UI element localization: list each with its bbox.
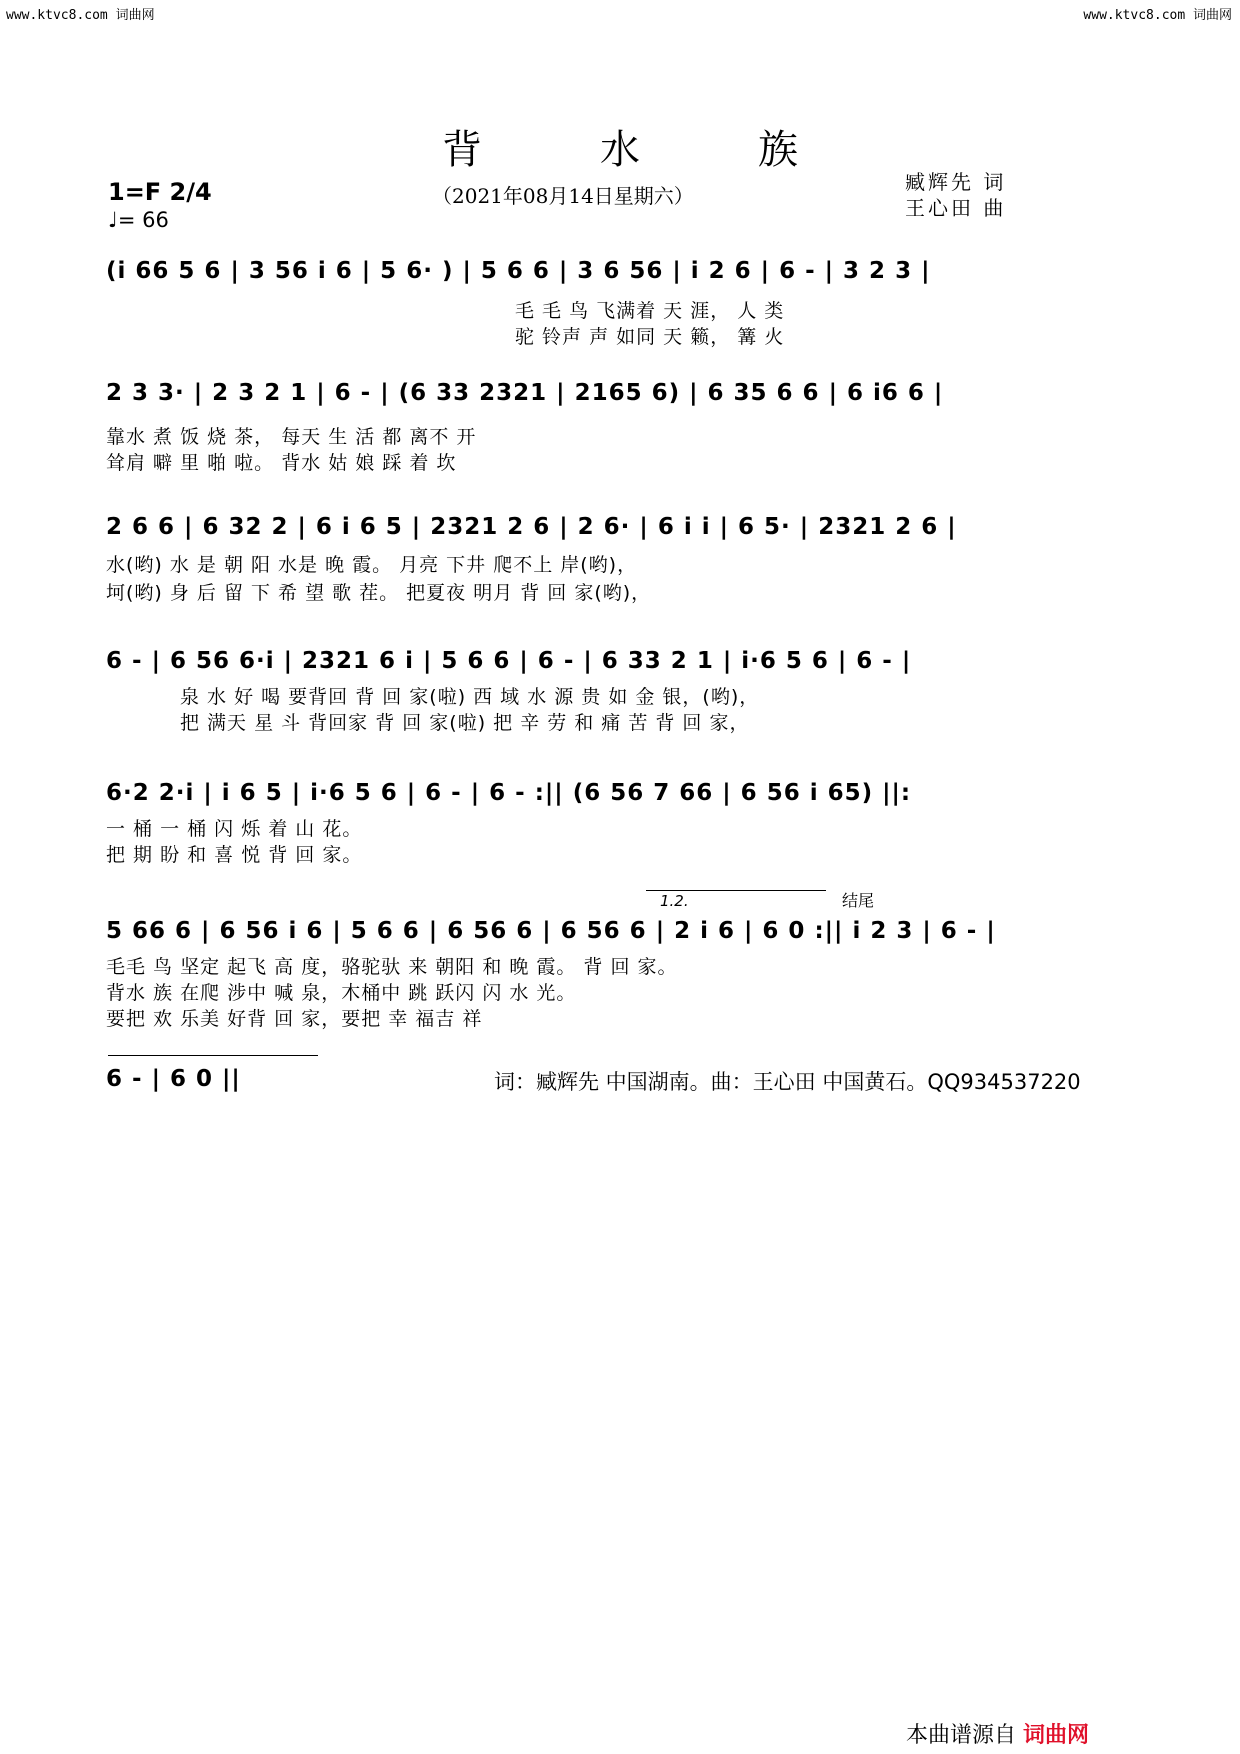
credits-footer: 词：臧辉先 中国湖南。曲：王心田 中国黄石。QQ934537220 <box>494 1070 1081 1094</box>
source-brand-prefix: 本曲谱源自 <box>906 1723 1017 1748</box>
score-line-4: 6 - | 6 56 6·i | 2321 6 i | 5 6 6 | 6 - | 6 33 2 1 | i·6 5 6 | 6 - | <box>106 648 912 674</box>
key-time-signature: 1=F 2/4 <box>108 178 212 206</box>
song-title: 背水族 <box>442 127 916 173</box>
tie-arc-final <box>108 1055 318 1056</box>
lyric-line-2-verse-2: 耸肩 噼 里 啪 啦。 背水 姑 娘 踩 着 坎 <box>106 452 457 474</box>
lyric-line-4-verse-2: 把 满天 星 斗 背回家 背 回 家(啦) 把 辛 劳 和 痛 苦 背 回 家， <box>180 712 750 734</box>
lyric-line-5-verse-1: 一 桶 一 桶 闪 烁 着 山 花。 <box>106 818 363 840</box>
lyric-line-1-verse-2: 驼 铃声 声 如同 天 籁， 篝 火 <box>515 326 785 348</box>
score-line-6: 5 66 6 | 6 56 i 6 | 5 6 6 | 6 56 6 | 6 56 6 | 2 i 6 | 6 0 :|| i 2 3 | 6 - | <box>106 918 996 944</box>
lyric-line-3-verse-2: 坷(哟) 身 后 留 下 希 望 歌 茬。 把夏夜 明月 背 回 家(哟)， <box>106 582 652 604</box>
score-line-1: (i 66 5 6 | 3 56 i 6 | 5 6· ) | 5 6 6 | 3 6 56 | i 2 6 | 6 - | 3 2 3 | <box>106 258 931 284</box>
lyric-line-1-verse-1: 毛 毛 鸟 飞满着 天 涯， 人 类 <box>515 300 785 322</box>
volta-label: 1.2. <box>660 892 689 910</box>
ending-label: 结尾 <box>842 891 875 910</box>
lyricist-credit: 臧辉先 词 <box>905 170 1007 194</box>
lyric-line-6-verse-3: 要把 欢 乐美 好背 回 家，要把 幸 福吉 祥 <box>106 1008 483 1030</box>
source-brand-name: 词曲网 <box>1023 1723 1090 1748</box>
site-watermark-right: www.ktvc8.com 词曲网 <box>1083 8 1232 23</box>
lyric-line-5-verse-2: 把 期 盼 和 喜 悦 背 回 家。 <box>106 844 363 866</box>
score-line-3: 2 6 6 | 6 32 2 | 6 i 6 5 | 2321 2 6 | 2 6· | 6 i i | 6 5· | 2321 2 6 | <box>106 514 957 540</box>
lyric-line-3-verse-1: 水(哟) 水 是 朝 阳 水是 晚 霞。 月亮 下井 爬不上 岸(哟)， <box>106 554 638 576</box>
lyric-line-6-verse-2: 背水 族 在爬 涉中 喊 泉，木桶中 跳 跃闪 闪 水 光。 <box>106 982 577 1004</box>
date-line: （2021年08月14日星期六） <box>432 184 694 208</box>
lyric-line-2-verse-1: 靠水 煮 饭 烧 茶， 每天 生 活 都 离不 开 <box>106 426 477 448</box>
tempo-marking: ♩= 66 <box>108 208 169 232</box>
site-watermark-left: www.ktvc8.com 词曲网 <box>6 8 155 23</box>
score-line-2: 2 3 3· | 2 3 2 1 | 6 - | (6 33 2321 | 2165 6) | 6 35 6 6 | 6 i6 6 | <box>106 380 944 406</box>
score-line-5: 6·2 2·i | i 6 5 | i·6 5 6 | 6 - | 6 - :|| (6 56 7 66 | 6 56 i 65) ||: <box>106 780 912 806</box>
composer-credit: 王心田 曲 <box>905 196 1007 220</box>
volta-bracket-line <box>646 890 826 891</box>
lyric-line-6-verse-1: 毛毛 鸟 坚定 起飞 高 度，骆驼驮 来 朝阳 和 晚 霞。 背 回 家。 <box>106 956 678 978</box>
lyric-line-4-verse-1: 泉 水 好 喝 要背回 背 回 家(啦) 西 域 水 源 贵 如 金 银，(哟)， <box>180 686 760 708</box>
score-line-7: 6 - | 6 0 || <box>106 1066 241 1092</box>
source-brand <box>906 1718 1089 1749</box>
